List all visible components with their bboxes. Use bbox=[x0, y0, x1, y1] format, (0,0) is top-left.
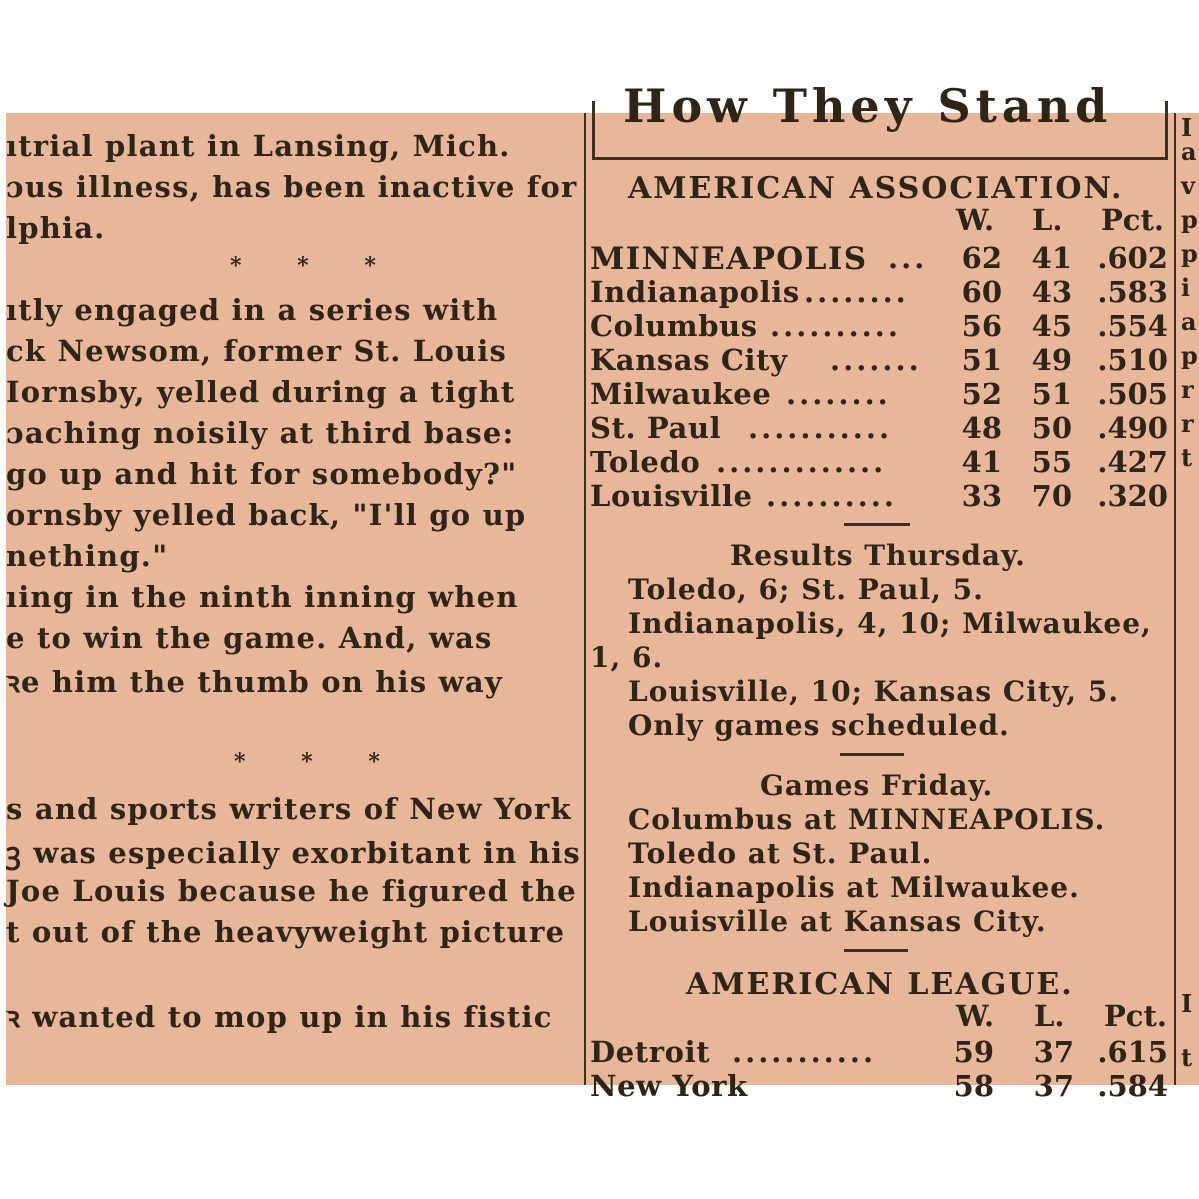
edge-letter: a bbox=[1181, 307, 1197, 336]
section-rule bbox=[844, 523, 910, 526]
standings-row bbox=[590, 241, 1170, 275]
result-line: 1, 6. bbox=[590, 641, 664, 674]
team-name: Toledo bbox=[590, 445, 701, 479]
standings-row bbox=[590, 445, 1170, 479]
leader-dots: ............. bbox=[716, 445, 887, 479]
leader-dots: ........ bbox=[786, 377, 891, 411]
leader-dots: .......... bbox=[766, 479, 897, 513]
losses: 51 bbox=[1031, 377, 1072, 411]
article-line: lphia. bbox=[6, 211, 106, 245]
standings-banner bbox=[592, 79, 1168, 160]
article-line: Iornsby, yelled during a tight bbox=[6, 375, 516, 409]
article-line: ꝛe him the thumb on his way bbox=[6, 665, 503, 699]
result-line: Louisville, 10; Kansas City, 5. bbox=[628, 675, 1120, 708]
losses: 41 bbox=[1031, 241, 1072, 275]
game-line: Toledo at St. Paul. bbox=[628, 837, 933, 870]
article-line: ornsby yelled back, "I'll go up bbox=[6, 498, 527, 532]
leader-dots: ... bbox=[888, 241, 928, 275]
games-friday-heading: Games Friday. bbox=[760, 769, 994, 802]
standings-row bbox=[590, 1069, 1170, 1103]
wins: 41 bbox=[961, 445, 1002, 479]
wins: 33 bbox=[961, 479, 1002, 513]
article-line: ɔaching noisily at third base: bbox=[6, 416, 515, 450]
column-rule bbox=[584, 113, 586, 1085]
col-header-pct: Pct. bbox=[1101, 203, 1164, 237]
edge-letter: i bbox=[1181, 273, 1191, 302]
section-separator: * * * bbox=[230, 253, 400, 279]
pct: .554 bbox=[1097, 309, 1168, 343]
article-line: ck Newsom, former St. Louis bbox=[6, 334, 508, 368]
losses: 49 bbox=[1031, 343, 1072, 377]
standings-row bbox=[590, 377, 1170, 411]
wins: 60 bbox=[961, 275, 1002, 309]
column-rule bbox=[1174, 113, 1176, 1085]
leader-dots: ........ bbox=[804, 275, 909, 309]
wins: 62 bbox=[961, 241, 1002, 275]
losses: 43 bbox=[1031, 275, 1072, 309]
standings-row bbox=[590, 411, 1170, 445]
team-name: MINNEAPOLIS bbox=[590, 241, 868, 277]
edge-letter: I bbox=[1181, 989, 1193, 1018]
team-name: Indianapolis bbox=[590, 275, 800, 309]
pct: .583 bbox=[1097, 275, 1168, 309]
game-line: Indianapolis at Milwaukee. bbox=[628, 871, 1080, 904]
wins: 58 bbox=[953, 1069, 994, 1103]
article-line: nething." bbox=[6, 539, 169, 573]
col-header-l: L. bbox=[1034, 999, 1065, 1033]
edge-letter: I bbox=[1181, 113, 1193, 142]
pct: .320 bbox=[1097, 479, 1168, 513]
edge-letter: p bbox=[1181, 205, 1198, 234]
team-name: Kansas City bbox=[590, 343, 788, 377]
losses: 37 bbox=[1033, 1069, 1074, 1103]
pct: .427 bbox=[1097, 445, 1168, 479]
result-line: Toledo, 6; St. Paul, 5. bbox=[628, 573, 984, 606]
leader-dots: ........... bbox=[732, 1035, 877, 1069]
article-line: go up and hit for somebody?" bbox=[6, 457, 518, 491]
pct: .510 bbox=[1097, 343, 1168, 377]
game-line: Columbus at MINNEAPOLIS. bbox=[628, 803, 1106, 836]
wins: 48 bbox=[961, 411, 1002, 445]
team-name: New York bbox=[590, 1069, 748, 1103]
banner-title: How They Stand bbox=[623, 79, 1113, 133]
edge-letter: a bbox=[1181, 137, 1197, 166]
article-line: ꝛ wanted to mop up in his fistic bbox=[6, 1000, 553, 1034]
article-line: ıtrial plant in Lansing, Mich. bbox=[6, 129, 511, 163]
losses: 45 bbox=[1031, 309, 1072, 343]
pct: .602 bbox=[1097, 241, 1168, 275]
losses: 70 bbox=[1031, 479, 1072, 513]
leader-dots: .......... bbox=[770, 309, 901, 343]
pct: .584 bbox=[1097, 1069, 1168, 1103]
col-header-pct: Pct. bbox=[1104, 999, 1167, 1033]
article-line: t out of the heavyweight picture bbox=[6, 915, 566, 949]
edge-letter: v bbox=[1181, 171, 1195, 200]
leader-dots: ........... bbox=[748, 411, 893, 445]
edge-letter: t bbox=[1181, 1043, 1193, 1072]
result-line: Only games scheduled. bbox=[628, 709, 1010, 742]
standings-row bbox=[590, 343, 1170, 377]
al-heading: AMERICAN LEAGUE. bbox=[686, 967, 1074, 1002]
col-header-w: W. bbox=[956, 203, 995, 237]
pct: .490 bbox=[1097, 411, 1168, 445]
team-name: St. Paul bbox=[590, 411, 722, 445]
standings-row bbox=[590, 275, 1170, 309]
col-header-l: L. bbox=[1032, 203, 1063, 237]
wins: 51 bbox=[961, 343, 1002, 377]
article-line: e to win the game. And, was bbox=[6, 621, 493, 655]
edge-letter: r bbox=[1181, 409, 1194, 438]
standings-row bbox=[590, 1035, 1170, 1069]
aa-heading: AMERICAN ASSOCIATION. bbox=[628, 171, 1124, 206]
section-separator: * * * bbox=[234, 749, 404, 775]
wins: 56 bbox=[961, 309, 1002, 343]
edge-letter: t bbox=[1181, 443, 1193, 472]
newspaper-clipping bbox=[6, 79, 1199, 1103]
article-line: ꝫ was especially exorbitant in his bbox=[6, 836, 581, 870]
losses: 50 bbox=[1031, 411, 1072, 445]
article-line: ıing in the ninth inning when bbox=[6, 580, 519, 614]
edge-letter: r bbox=[1181, 375, 1194, 404]
article-line: s and sports writers of New York bbox=[6, 792, 572, 826]
standings-row bbox=[590, 309, 1170, 343]
team-name: Milwaukee bbox=[590, 377, 772, 411]
article-line: ɔus illness, has been inactive for bbox=[6, 170, 578, 204]
losses: 55 bbox=[1031, 445, 1072, 479]
team-name: Detroit bbox=[590, 1035, 711, 1069]
pct: .615 bbox=[1097, 1035, 1168, 1069]
team-name: Louisville bbox=[590, 479, 753, 513]
result-line: Indianapolis, 4, 10; Milwaukee, bbox=[628, 607, 1152, 640]
article-line: ıtly engaged in a series with bbox=[6, 293, 499, 327]
wins: 59 bbox=[953, 1035, 994, 1069]
pct: .505 bbox=[1097, 377, 1168, 411]
wins: 52 bbox=[961, 377, 1002, 411]
section-rule bbox=[844, 949, 908, 952]
banner-rule bbox=[592, 157, 1168, 160]
standings-row bbox=[590, 479, 1170, 513]
col-header-w: W. bbox=[956, 999, 995, 1033]
game-line: Louisville at Kansas City. bbox=[628, 905, 1047, 938]
edge-letter: p bbox=[1181, 239, 1198, 268]
team-name: Columbus bbox=[590, 309, 758, 343]
article-line: Joe Louis because he figured the bbox=[6, 874, 577, 908]
results-heading: Results Thursday. bbox=[730, 539, 1026, 572]
section-rule bbox=[840, 753, 904, 756]
edge-letter: p bbox=[1181, 341, 1198, 370]
losses: 37 bbox=[1033, 1035, 1074, 1069]
leader-dots: ....... bbox=[830, 343, 922, 377]
